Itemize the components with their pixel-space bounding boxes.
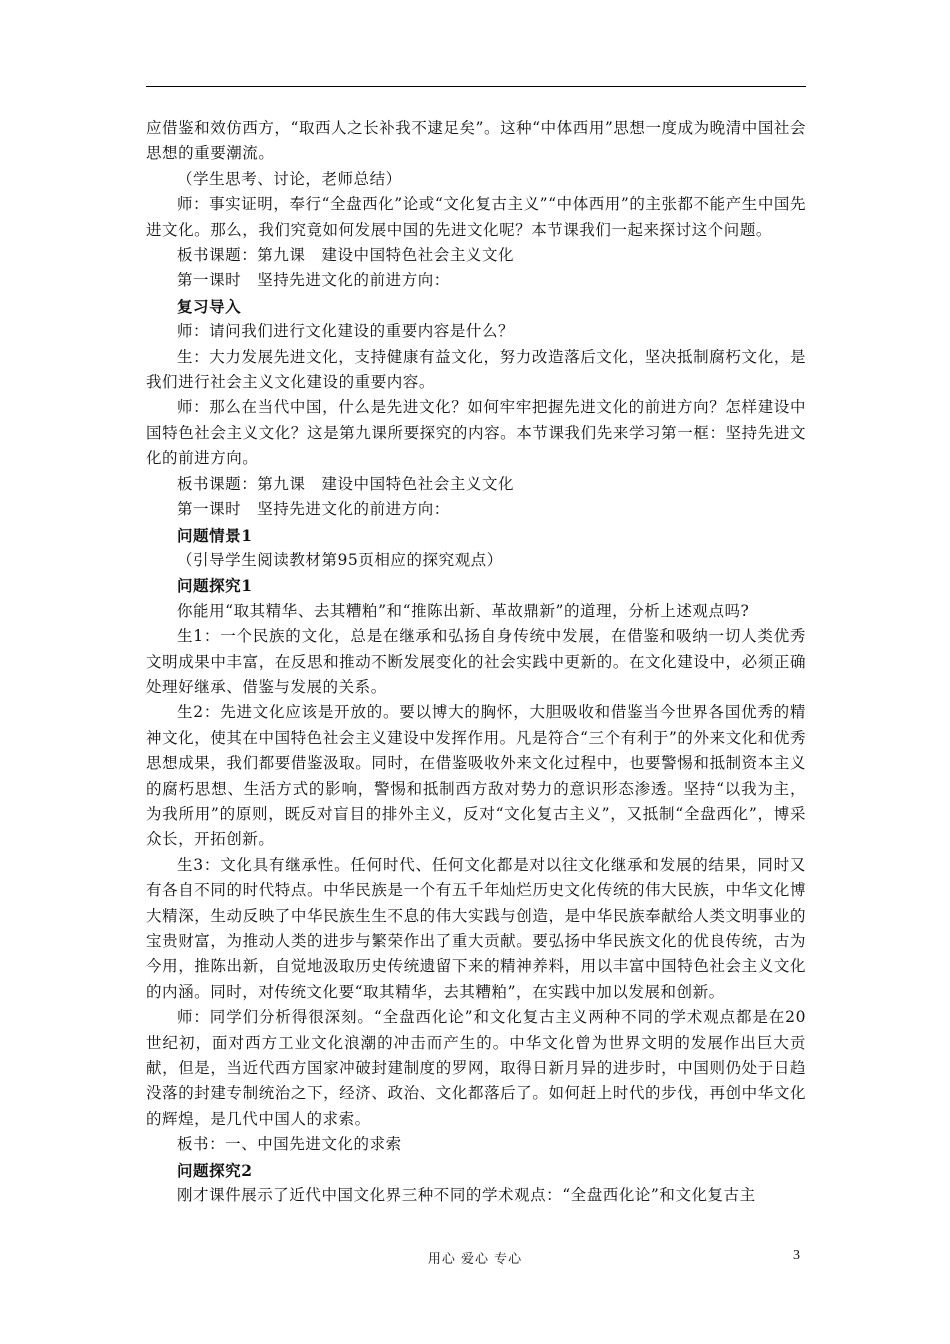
header-rule [146, 86, 806, 87]
paragraph: 板书课题：第九课 建设中国特色社会主义文化 [177, 474, 515, 493]
paragraph: 你能用“取其精华、去其糟粕”和“推陈出新、革故鼎新”的道理，分析上述观点吗? [177, 601, 750, 620]
page-number: 3 [793, 1248, 800, 1263]
document-body [146, 116, 806, 1208]
paragraph: 师：那么在当代中国，什么是先进文化？如何牢牢把握先进文化的前进方向？怎样建设中国特色社会主义文化？这是第九课所要探究的内容。本节课我们先来学习第一框：坚持先进文化的前进方向。 [146, 398, 806, 468]
paragraph: 生2：先进文化应该是开放的。要以博大的胸怀，大胆吸收和借鉴当今世界各国优秀的精神文化，使其在中国特色社会主义建设中发挥作用。凡是符合“三个有利于”的外来文化和优秀思想成果，我们都要借鉴汲取。同时，在借鉴吸收外来文化过程中，也要警惕和抵制资本主义的腐朽思想、生活方式的影响，警惕和抵制西方敌对势力的意识形态渗透。坚持“以我为主，为我所用”的原则，既反对盲目的排外主义，反对“文化复古主义”，又抵制“全盘西化”，博采众长，开拓创新。 [146, 703, 806, 849]
paragraph: 板书课题：第九课 建设中国特色社会主义文化 [177, 246, 515, 265]
paragraph: 第一课时 坚持先进文化的前进方向： [177, 500, 450, 519]
paragraph: （引导学生阅读教材第95页相应的探究观点） [177, 550, 503, 569]
paragraph: 生1：一个民族的文化，总是在继承和弘扬自身传统中发展，在借鉴和吸纳一切人类优秀文明成果中丰富，在反思和推动不断发展变化的社会实践中更新的。在文化建设中，必须正确处理好继承、借鉴与发展的关系。 [146, 627, 806, 696]
paragraph: 第一课时 坚持先进文化的前进方向： [177, 271, 450, 290]
paragraph: 刚才课件展示了近代中国文化界三种不同的学术观点：“全盘西化论”和文化复古主 [177, 1186, 756, 1205]
section-heading: 复习导入 [177, 296, 242, 316]
section-heading: 问题探究1 [177, 576, 253, 596]
paragraph: 生：大力发展先进文化，支持健康有益文化，努力改造落后文化，坚决抵制腐朽文化，是我们进行社会主义文化建设的重要内容。 [146, 347, 806, 392]
paragraph: 师：同学们分析得很深刻。“全盘西化论”和文化复古主义两种不同的学术观点都是在20世纪初，面对西方工业文化浪潮的冲击而产生的。中华文化曾为世界文明的发展作出巨大贡献，但是，当近代西方国家冲破封建制度的罗网，取得日新月异的进步时，中国则仍处于日趋没落的封建专制统治之下，经济、政治、文化都落后了。如何赶上时代的步伐，再创中华文化的辉煌，是几代中国人的求索。 [146, 1008, 806, 1128]
paragraph: 生3：文化具有继承性。任何时代、任何文化都是对以往文化继承和发展的结果，同时又有各自不同的时代特点。中华民族是一个有五千年灿烂历史文化传统的伟大民族，中华文化博大精深，生动反映了中华民族生生不息的伟大实践与创造，是中华民族奉献给人类文明事业的宝贵财富，为推动人类的进步与繁荣作出了重大贡献。要弘扬中华民族文化的优良传统，古为今用，推陈出新，自觉地汲取历史传统遗留下来的精神养料，用以丰富中国特色社会主义文化的内涵。同时，对传统文化要“取其精华，去其糟粕”，在实践中加以发展和创新。 [146, 855, 806, 1001]
paragraph: （学生思考、讨论，老师总结） [177, 169, 402, 188]
section-heading: 问题情景1 [177, 525, 253, 545]
section-heading: 问题探究2 [177, 1160, 253, 1180]
paragraph: 师：请问我们进行文化建设的重要内容是什么？ [177, 322, 515, 341]
paragraph: 应借鉴和效仿西方，“取西人之长补我不逮足矣”。这种“中体西用”思想一度成为晚清中国社会思想的重要潮流。 [146, 119, 806, 163]
paragraph: 师：事实证明，奉行“全盘西化”论或“文化复古主义”“中体西用”的主张都不能产生中国先进文化。那么，我们究竟如何发展中国的先进文化呢？本节课我们一起来探讨这个问题。 [146, 195, 806, 239]
paragraph: 板书：一、中国先进文化的求索 [177, 1135, 402, 1154]
footer-motto: 用心 爱心 专心 [427, 1252, 523, 1267]
